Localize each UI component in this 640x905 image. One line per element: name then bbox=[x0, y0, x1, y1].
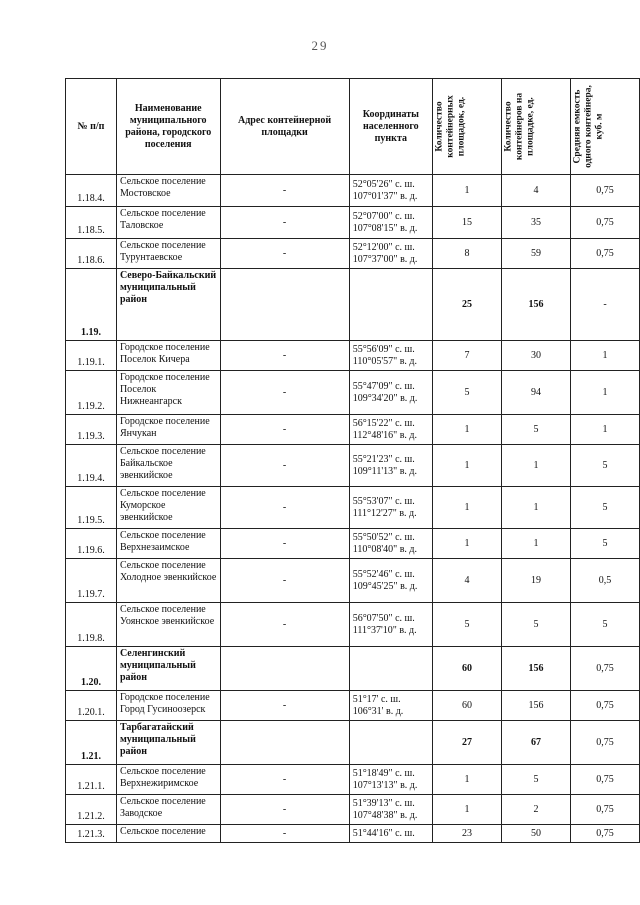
table-row bbox=[66, 269, 640, 341]
page-number: 29 bbox=[311, 38, 329, 53]
row-containers: 35 bbox=[501, 207, 570, 239]
row-number: 1.19.3. bbox=[66, 415, 117, 445]
table-row bbox=[66, 603, 640, 647]
row-coordinates bbox=[349, 721, 432, 765]
table-row bbox=[66, 529, 640, 559]
row-coordinates bbox=[349, 269, 432, 341]
row-number: 1.18.5. bbox=[66, 207, 117, 239]
row-sites: 25 bbox=[432, 269, 501, 341]
coord-lat: 55°21'23" с. ш. bbox=[352, 453, 415, 465]
row-containers: 156 bbox=[501, 269, 570, 341]
row-name: Сельское поселение bbox=[116, 825, 220, 843]
row-address bbox=[220, 647, 349, 691]
row-containers: 5 bbox=[501, 415, 570, 445]
row-capacity: 0,75 bbox=[570, 647, 639, 691]
coord-lat: 52°05'26" с. ш. bbox=[352, 178, 415, 190]
table-row bbox=[66, 765, 640, 795]
row-capacity: 5 bbox=[570, 445, 639, 487]
coord-lat: 56°07'50" с. ш. bbox=[352, 612, 415, 624]
row-sites: 15 bbox=[432, 207, 501, 239]
row-sites: 1 bbox=[432, 529, 501, 559]
row-containers: 4 bbox=[501, 175, 570, 207]
row-address: - bbox=[220, 825, 349, 843]
row-coordinates bbox=[349, 603, 432, 647]
row-coordinates bbox=[349, 647, 432, 691]
coord-lat: 51°17' с. ш. bbox=[352, 693, 401, 705]
coord-lat: 55°50'52" с. ш. bbox=[352, 531, 415, 543]
coord-lon: 109°11'13" в. д. bbox=[352, 465, 418, 477]
row-name: Сельское поселение Таловское bbox=[116, 207, 220, 239]
row-coordinates bbox=[349, 371, 432, 415]
row-sites: 27 bbox=[432, 721, 501, 765]
row-sites: 8 bbox=[432, 239, 501, 269]
row-address: - bbox=[220, 529, 349, 559]
coord-lat: 51°44'16" с. ш. bbox=[352, 827, 415, 839]
table-row bbox=[66, 721, 640, 765]
row-coordinates bbox=[349, 795, 432, 825]
row-sites: 60 bbox=[432, 647, 501, 691]
row-name: Сельское поселение Верхнезаимское bbox=[116, 529, 220, 559]
row-sites: 1 bbox=[432, 175, 501, 207]
row-sites: 1 bbox=[432, 487, 501, 529]
coord-lat: 55°52'46" с. ш. bbox=[352, 568, 415, 580]
table-row bbox=[66, 371, 640, 415]
header-address: Адрес контейнерной площадки bbox=[220, 79, 349, 175]
row-address: - bbox=[220, 341, 349, 371]
row-sites: 1 bbox=[432, 445, 501, 487]
coord-lat: 52°12'00" с. ш. bbox=[352, 241, 415, 253]
container-sites-table bbox=[65, 78, 640, 843]
row-coordinates bbox=[349, 559, 432, 603]
row-address: - bbox=[220, 371, 349, 415]
row-address: - bbox=[220, 445, 349, 487]
table-row bbox=[66, 341, 640, 371]
row-name: Городское поселение Янчукан bbox=[116, 415, 220, 445]
row-coordinates bbox=[349, 341, 432, 371]
coord-lon: 109°34'20" в. д. bbox=[352, 392, 418, 404]
row-containers: 1 bbox=[501, 445, 570, 487]
row-sites: 7 bbox=[432, 341, 501, 371]
row-containers: 94 bbox=[501, 371, 570, 415]
row-name: Сельское поселение Холодное эвенкийское bbox=[116, 559, 220, 603]
row-coordinates bbox=[349, 765, 432, 795]
row-address: - bbox=[220, 487, 349, 529]
row-coordinates bbox=[349, 207, 432, 239]
coord-lon: 107°13'13" в. д. bbox=[352, 779, 418, 791]
row-number: 1.21.1. bbox=[66, 765, 117, 795]
header-num: № п/п bbox=[66, 79, 117, 175]
table-row bbox=[66, 647, 640, 691]
row-address: - bbox=[220, 559, 349, 603]
row-coordinates bbox=[349, 239, 432, 269]
coord-lon: 110°08'40" в. д. bbox=[352, 543, 418, 555]
coord-lon: 107°37'00" в. д. bbox=[352, 253, 418, 265]
row-coordinates bbox=[349, 487, 432, 529]
row-number: 1.18.6. bbox=[66, 239, 117, 269]
table-row bbox=[66, 239, 640, 269]
row-name: Сельское поселение Верхнежиримское bbox=[116, 765, 220, 795]
row-coordinates bbox=[349, 529, 432, 559]
row-containers: 156 bbox=[501, 647, 570, 691]
row-name: Городское поселение Поселок Кичера bbox=[116, 341, 220, 371]
row-number: 1.19.7. bbox=[66, 559, 117, 603]
row-address: - bbox=[220, 795, 349, 825]
coord-lat: 55°53'07" с. ш. bbox=[352, 495, 415, 507]
row-address: - bbox=[220, 207, 349, 239]
row-sites: 60 bbox=[432, 691, 501, 721]
table-row bbox=[66, 691, 640, 721]
table-row bbox=[66, 795, 640, 825]
row-containers: 50 bbox=[501, 825, 570, 843]
row-sites: 5 bbox=[432, 371, 501, 415]
row-capacity: 5 bbox=[570, 529, 639, 559]
row-capacity: 0,75 bbox=[570, 721, 639, 765]
row-capacity: 0,75 bbox=[570, 175, 639, 207]
coord-lat: 51°39'13" с. ш. bbox=[352, 797, 415, 809]
header-sites: Количество контейнерных площадок, ед. bbox=[432, 79, 501, 175]
row-name: Сельское поселение Заводское bbox=[116, 795, 220, 825]
row-number: 1.19.2. bbox=[66, 371, 117, 415]
row-number: 1.19.6. bbox=[66, 529, 117, 559]
row-number: 1.20. bbox=[66, 647, 117, 691]
coord-lat: 55°56'09" с. ш. bbox=[352, 343, 415, 355]
row-address: - bbox=[220, 691, 349, 721]
table-row bbox=[66, 175, 640, 207]
row-capacity: - bbox=[570, 269, 639, 341]
row-capacity: 0,75 bbox=[570, 795, 639, 825]
row-coordinates bbox=[349, 691, 432, 721]
row-capacity: 1 bbox=[570, 415, 639, 445]
row-number: 1.21.2. bbox=[66, 795, 117, 825]
table-row bbox=[66, 415, 640, 445]
row-capacity: 0,75 bbox=[570, 691, 639, 721]
row-number: 1.19.8. bbox=[66, 603, 117, 647]
row-address: - bbox=[220, 765, 349, 795]
row-containers: 19 bbox=[501, 559, 570, 603]
row-address: - bbox=[220, 239, 349, 269]
row-address: - bbox=[220, 175, 349, 207]
row-coordinates bbox=[349, 415, 432, 445]
row-containers: 2 bbox=[501, 795, 570, 825]
header-name: Наименование муниципального района, городского поселения bbox=[116, 79, 220, 175]
row-sites: 1 bbox=[432, 765, 501, 795]
row-name: Северо-Байкальский муниципальный район bbox=[116, 269, 220, 341]
row-sites: 4 bbox=[432, 559, 501, 603]
table-row bbox=[66, 825, 640, 843]
coord-lon: 110°05'57" в. д. bbox=[352, 355, 418, 367]
row-name: Городское поселение Город Гусиноозерск bbox=[116, 691, 220, 721]
coord-lat: 55°47'09" с. ш. bbox=[352, 380, 415, 392]
row-capacity: 0,75 bbox=[570, 239, 639, 269]
row-number: 1.18.4. bbox=[66, 175, 117, 207]
row-number: 1.19.1. bbox=[66, 341, 117, 371]
coord-lon: 106°31' в. д. bbox=[352, 705, 404, 717]
row-address bbox=[220, 721, 349, 765]
row-address: - bbox=[220, 603, 349, 647]
row-containers: 1 bbox=[501, 487, 570, 529]
row-number: 1.20.1. bbox=[66, 691, 117, 721]
row-coordinates bbox=[349, 825, 432, 843]
table-row bbox=[66, 445, 640, 487]
coord-lat: 56°15'22" с. ш. bbox=[352, 417, 415, 429]
coord-lon: 107°01'37" в. д. bbox=[352, 190, 418, 202]
row-name: Сельское поселение Мостовское bbox=[116, 175, 220, 207]
row-address: - bbox=[220, 415, 349, 445]
row-containers: 30 bbox=[501, 341, 570, 371]
row-capacity: 0,75 bbox=[570, 765, 639, 795]
row-coordinates bbox=[349, 175, 432, 207]
row-name: Селенгинский муниципальный район bbox=[116, 647, 220, 691]
row-containers: 5 bbox=[501, 765, 570, 795]
row-sites: 23 bbox=[432, 825, 501, 843]
row-name: Тарбагатайский муниципальный район bbox=[116, 721, 220, 765]
row-capacity: 1 bbox=[570, 371, 639, 415]
row-number: 1.21. bbox=[66, 721, 117, 765]
header-coords: Координаты населенного пункта bbox=[349, 79, 432, 175]
row-containers: 59 bbox=[501, 239, 570, 269]
row-coordinates bbox=[349, 445, 432, 487]
row-containers: 5 bbox=[501, 603, 570, 647]
table-row bbox=[66, 559, 640, 603]
row-number: 1.19.4. bbox=[66, 445, 117, 487]
coord-lat: 51°18'49" с. ш. bbox=[352, 767, 415, 779]
row-name: Сельское поселение Турунтаевское bbox=[116, 239, 220, 269]
coord-lon: 109°45'25" в. д. bbox=[352, 580, 418, 592]
table-row bbox=[66, 207, 640, 239]
row-capacity: 5 bbox=[570, 603, 639, 647]
row-containers: 67 bbox=[501, 721, 570, 765]
row-sites: 1 bbox=[432, 415, 501, 445]
coord-lon: 111°37'10" в. д. bbox=[352, 624, 417, 636]
row-number: 1.21.3. bbox=[66, 825, 117, 843]
row-sites: 5 bbox=[432, 603, 501, 647]
row-name: Сельское поселение Куморское эвенкийское bbox=[116, 487, 220, 529]
row-containers: 156 bbox=[501, 691, 570, 721]
row-capacity: 0,75 bbox=[570, 207, 639, 239]
row-name: Сельское поселение Байкальское эвенкийское bbox=[116, 445, 220, 487]
row-name: Городское поселение Поселок Нижнеангарск bbox=[116, 371, 220, 415]
coord-lon: 112°48'16" в. д. bbox=[352, 429, 418, 441]
row-capacity: 0,5 bbox=[570, 559, 639, 603]
coord-lon: 107°48'38" в. д. bbox=[352, 809, 418, 821]
header-containers: Количество контейнеров на площадке, ед. bbox=[501, 79, 570, 175]
row-number: 1.19. bbox=[66, 269, 117, 341]
row-capacity: 5 bbox=[570, 487, 639, 529]
table-row bbox=[66, 487, 640, 529]
row-sites: 1 bbox=[432, 795, 501, 825]
coord-lon: 107°08'15" в. д. bbox=[352, 222, 418, 234]
row-capacity: 0,75 bbox=[570, 825, 639, 843]
table-header-row bbox=[66, 79, 640, 175]
row-address bbox=[220, 269, 349, 341]
header-capacity: Средняя емкость одного контейнера, куб. м bbox=[570, 79, 639, 175]
row-number: 1.19.5. bbox=[66, 487, 117, 529]
row-capacity: 1 bbox=[570, 341, 639, 371]
coord-lon: 111°12'27" в. д. bbox=[352, 507, 417, 519]
row-containers: 1 bbox=[501, 529, 570, 559]
coord-lat: 52°07'00" с. ш. bbox=[352, 210, 415, 222]
row-name: Сельское поселение Уоянское эвенкийское bbox=[116, 603, 220, 647]
